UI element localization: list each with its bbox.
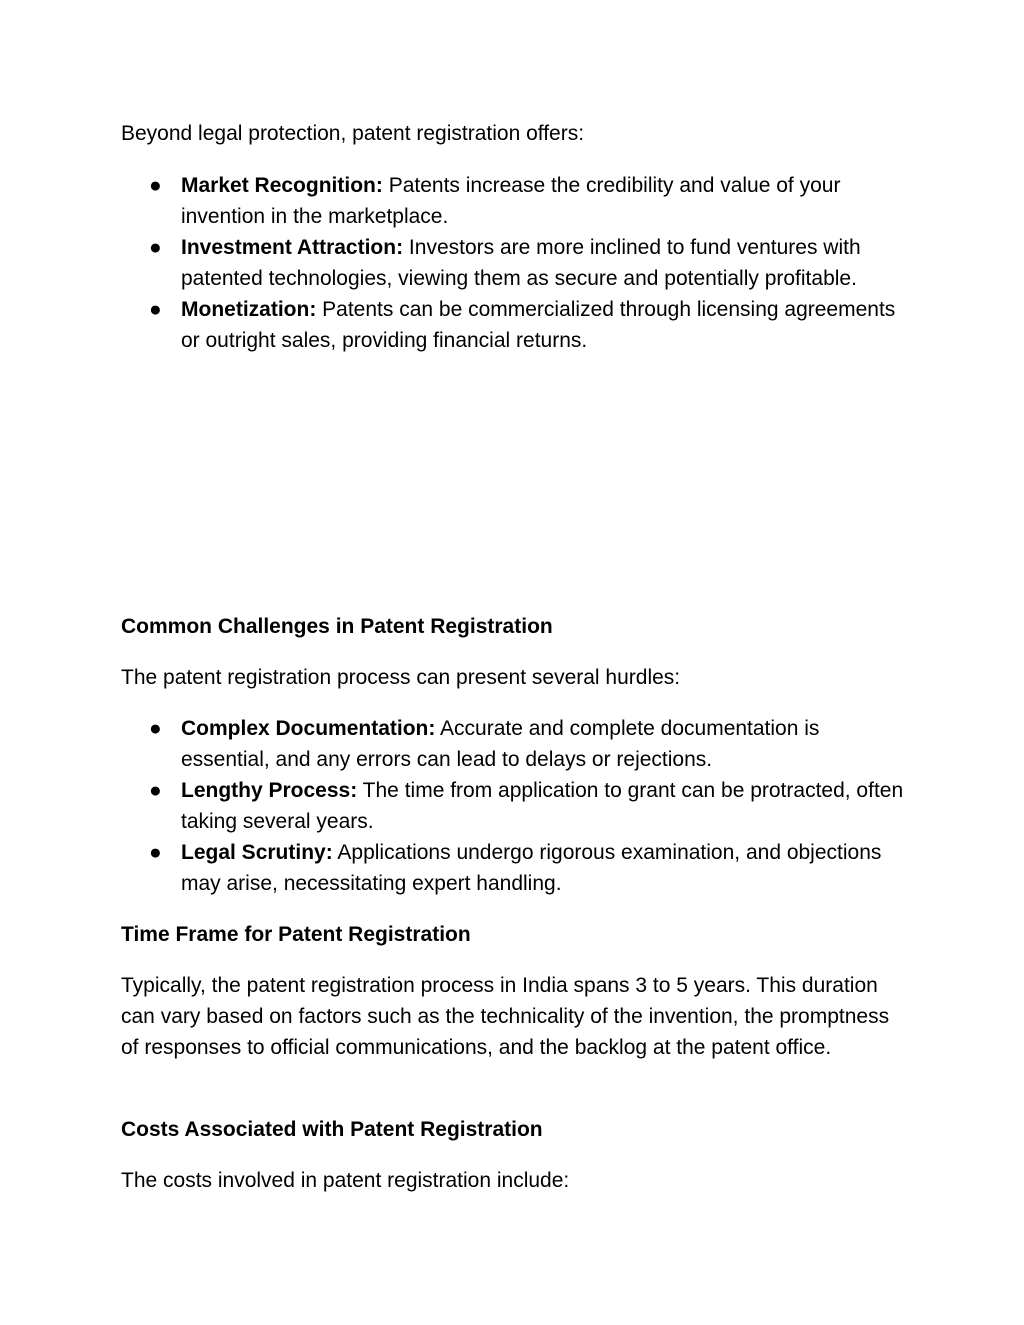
challenges-list xyxy=(0,713,1024,899)
list-item-term: Complex Documentation: xyxy=(181,717,436,740)
benefits-intro: Beyond legal protection, patent registration offers: xyxy=(121,122,585,145)
challenges-intro: The patent registration process can present several hurdles: xyxy=(121,666,681,689)
list-item xyxy=(0,713,911,775)
list-item-term: Investment Attraction: xyxy=(181,236,404,259)
list-item xyxy=(0,232,911,294)
list-item-text: Patents can be commercialized through licensing agreements or outright sales, providing financial returns. xyxy=(181,298,896,352)
list-item xyxy=(0,294,911,356)
bullet-icon: ● xyxy=(149,174,162,197)
list-item xyxy=(0,837,911,899)
timeframe-paragraph: Typically, the patent registration process in India spans 3 to 5 years. This duration can vary based on factors such as the technicality of the invention, the promptness of responses to official communications, and the backlog at the patent office. xyxy=(121,974,890,1059)
bullet-icon: ● xyxy=(149,717,162,740)
bullet-icon: ● xyxy=(149,841,162,864)
list-item-text: The time from application to grant can be protracted, often taking several years. xyxy=(181,779,904,833)
challenges-heading: Common Challenges in Patent Registration xyxy=(121,615,553,638)
list-item-term: Monetization: xyxy=(181,298,317,321)
list-item xyxy=(0,775,911,837)
list-item-term: Lengthy Process: xyxy=(181,779,358,802)
costs-intro: The costs involved in patent registration include: xyxy=(121,1169,570,1192)
list-item-term: Legal Scrutiny: xyxy=(181,841,333,864)
benefits-list xyxy=(0,170,1024,356)
list-item-term: Market Recognition: xyxy=(181,174,383,197)
bullet-icon: ● xyxy=(149,298,162,321)
list-item-text: Accurate and complete documentation is essential, and any errors can lead to delays or rejections. xyxy=(181,717,820,771)
timeframe-heading: Time Frame for Patent Registration xyxy=(121,923,471,946)
list-item xyxy=(0,170,911,232)
bullet-icon: ● xyxy=(149,236,162,259)
list-item-text: Patents increase the credibility and value of your invention in the marketplace. xyxy=(181,174,841,228)
list-item-text: Investors are more inclined to fund ventures with patented technologies, viewing them as secure and potentially profitable. xyxy=(181,236,861,290)
costs-heading: Costs Associated with Patent Registration xyxy=(121,1118,543,1141)
list-item-text: Applications undergo rigorous examination, and objections may arise, necessitating expert handling. xyxy=(181,841,882,895)
bullet-icon: ● xyxy=(149,779,162,802)
